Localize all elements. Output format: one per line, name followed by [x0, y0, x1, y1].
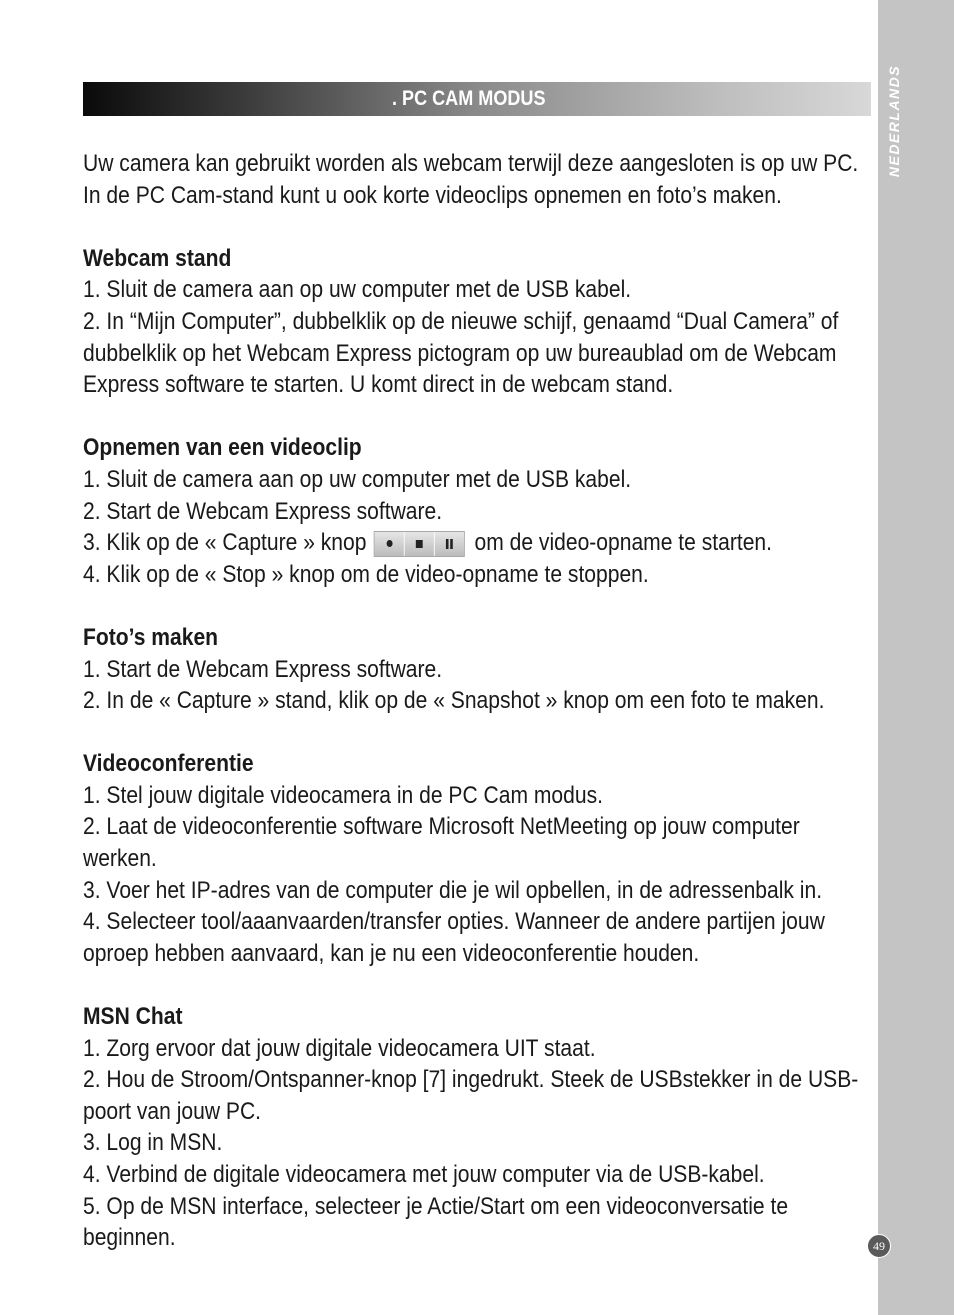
page-number: 49: [867, 1234, 891, 1258]
msn-line: beginnen.: [83, 1224, 176, 1252]
pause-icon: [435, 532, 464, 556]
msn-line: 5. Op de MSN interface, selecteer je Actie/Start om een videoconversatie te: [83, 1192, 789, 1220]
msn-line: 1. Zorg ervoor dat jouw digitale videocamera UIT staat.: [83, 1034, 596, 1062]
msn-heading: MSN Chat: [83, 1003, 183, 1031]
webcam-line: dubbelklik op het Webcam Express pictogram op uw bureaublad om de Webcam: [83, 339, 837, 367]
webcam-heading: Webcam stand: [83, 244, 232, 272]
photos-line: 1. Start de Webcam Express software.: [83, 655, 443, 683]
videoclip-line: 4. Klik op de « Stop » knop om de video-opname te stoppen.: [83, 560, 649, 588]
videoclip-line: 1. Sluit de camera aan op uw computer met de USB kabel.: [83, 465, 632, 493]
capture-buttons-image: [374, 531, 465, 557]
videoconf-line: 3. Voer het IP-adres van de computer die je wil opbellen, in de adressenbalk in.: [83, 876, 823, 904]
webcam-line: Express software te starten. U komt direct in de webcam stand.: [83, 371, 674, 399]
manual-content: [83, 148, 873, 1254]
msn-line: 2. Hou de Stroom/Ontspanner-knop [7] ingedrukt. Steek de USBstekker in de USB-: [83, 1066, 859, 1094]
language-label: NEDERLANDS: [886, 64, 903, 178]
photos-line: 2. In de « Capture » stand, klik op de « Snapshot » knop om een foto te maken.: [83, 687, 825, 715]
intro-line: In de PC Cam-stand kunt u ook korte videoclips opnemen en foto’s maken.: [83, 181, 782, 209]
webcam-line: 2. In “Mijn Computer”, dubbelklik op de nieuwe schijf, genaamd “Dual Camera” of: [83, 307, 839, 335]
side-strip: [878, 0, 954, 1315]
msn-line: 4. Verbind de digitale videocamera met jouw computer via de USB-kabel.: [83, 1161, 765, 1188]
intro-line: Uw camera kan gebruikt worden als webcam terwijl deze aangesloten is op uw PC.: [83, 150, 859, 177]
msn-line: 3. Log in MSN.: [83, 1129, 223, 1157]
record-icon: [375, 532, 405, 556]
msn-line: poort van jouw PC.: [83, 1097, 262, 1125]
stop-icon: [405, 532, 435, 556]
videoconf-line: werken.: [83, 845, 157, 873]
videoclip-heading: Opnemen van een videoclip: [83, 434, 362, 462]
videoconf-line: oproep hebben aanvaard, kan je nu een videoconferentie houden.: [83, 939, 700, 967]
videoconf-line: 2. Laat de videoconferentie software Microsoft NetMeeting op jouw computer: [83, 813, 800, 841]
videoconf-line: 4. Selecteer tool/aaanvaarden/transfer opties. Wanneer de andere partijen jouw: [83, 908, 825, 936]
videoconf-line: 1. Stel jouw digitale videocamera in de PC Cam modus.: [83, 781, 603, 809]
section-title: . PC CAM MODUS: [392, 87, 546, 110]
photos-heading: Foto’s maken: [83, 623, 219, 651]
videoclip-line: 2. Start de Webcam Express software.: [83, 497, 443, 525]
videoclip-line-capture: 3. Klik op de « Capture » knop om de video-opname te starten.: [83, 529, 772, 557]
videoconf-heading: Videoconferentie: [83, 750, 254, 778]
webcam-line: 1. Sluit de camera aan op uw computer met de USB kabel.: [83, 276, 632, 304]
